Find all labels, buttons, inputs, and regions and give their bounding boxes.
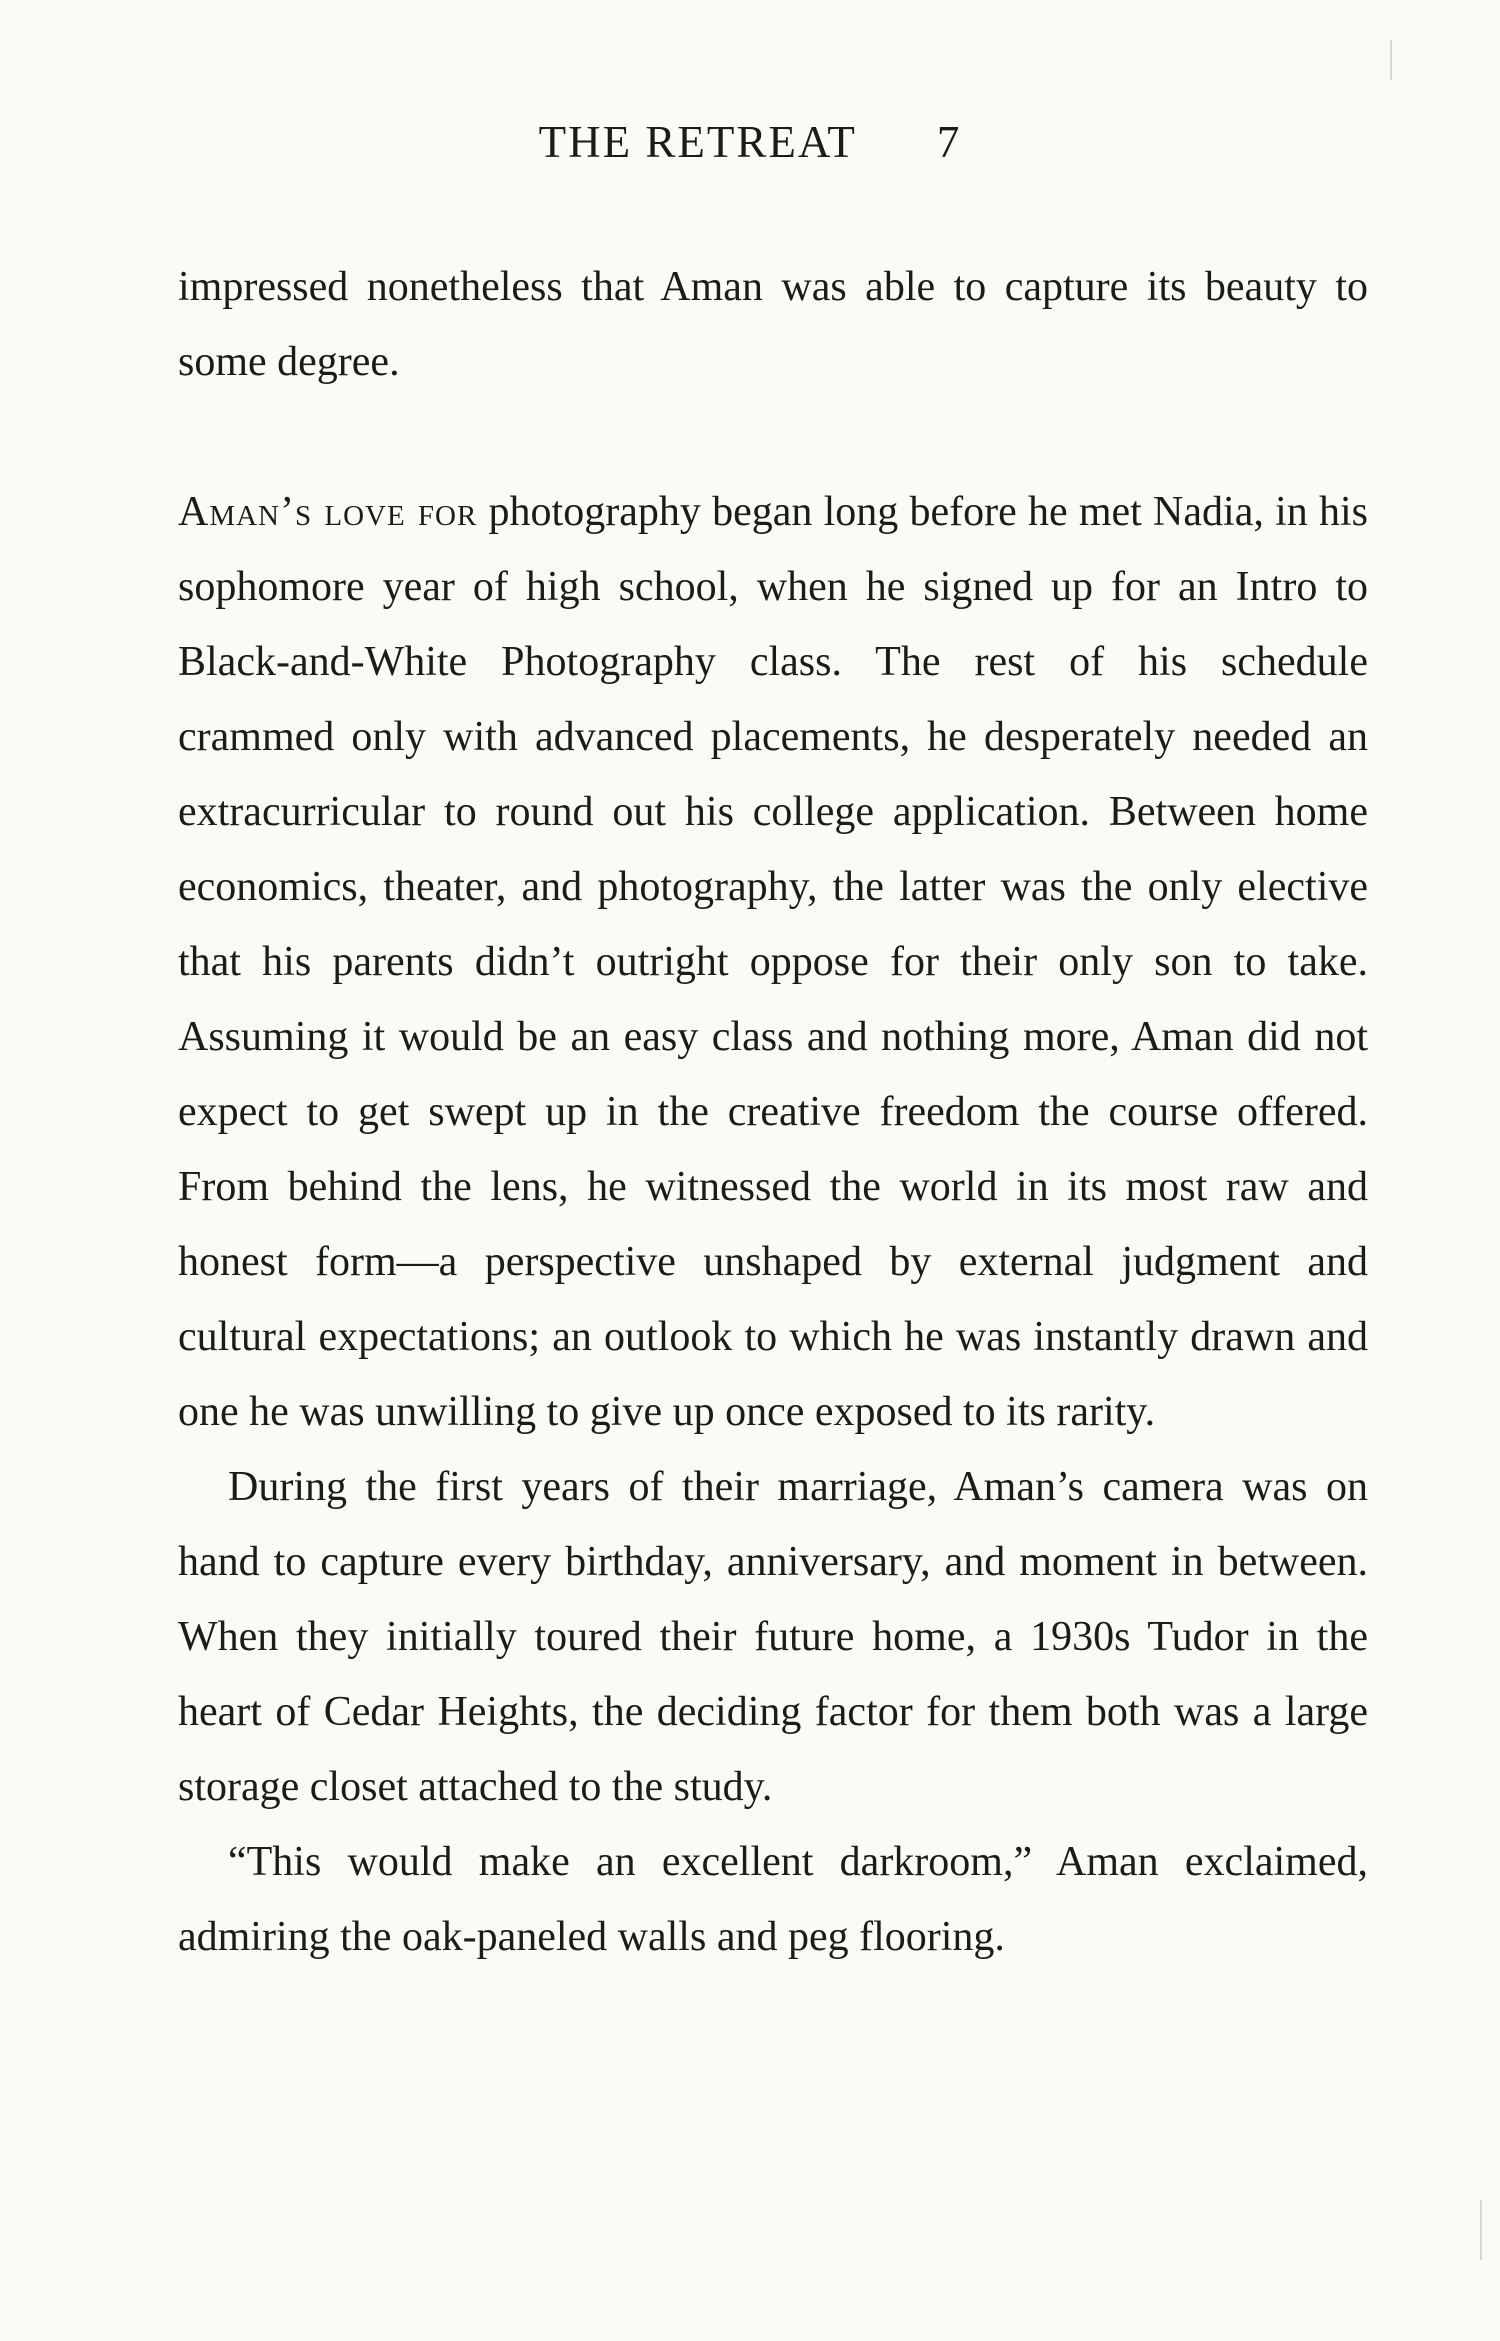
page-number: 7 (936, 117, 962, 167)
chapter-title: THE RETREAT (538, 117, 857, 167)
paragraph-continued: impressed nonetheless that Aman was able to capture its beauty to some degree. (178, 264, 1368, 385)
paragraph-section-start (178, 475, 1368, 1450)
body-text (178, 250, 1368, 1975)
scan-edge-mark (1480, 2200, 1482, 2260)
paragraph: “This would make an excellent darkroom,” Aman exclaimed, admiring the oak-paneled walls and peg flooring. (178, 1839, 1368, 1960)
running-head (0, 112, 1500, 172)
paragraph-text: photography began long before he met Nadia, in his sophomore year of high school, when he signed up for an Intro to Black-and-White Photography class. The rest of his schedule crammed only with advanced placements, he desperately needed an extracurricular to round out his college application. Between home economics, theater, and photography, the latter was the only elective that his parents didn’t outright oppose for their only son to take. Assuming it would be an easy class and nothing more, Aman did not expect to get swept up in the creative freedom the course offered. From behind the lens, he witnessed the world in its most raw and honest form—a perspective unshaped by external judgment and cultural expectations; an outlook to which he was instantly drawn and one he was unwilling to give up once exposed to its rarity. (178, 489, 1368, 1435)
scan-edge-mark (1390, 40, 1392, 80)
paragraph: During the first years of their marriage, Aman’s camera was on hand to capture every birthday, anniversary, and moment in between. When they initially toured their future home, a 1930s Tudor in the heart of Cedar Heights, the deciding factor for them both was a large storage closet attached to the study. (178, 1464, 1368, 1810)
section-lead-in: Aman’s love for (178, 489, 478, 535)
